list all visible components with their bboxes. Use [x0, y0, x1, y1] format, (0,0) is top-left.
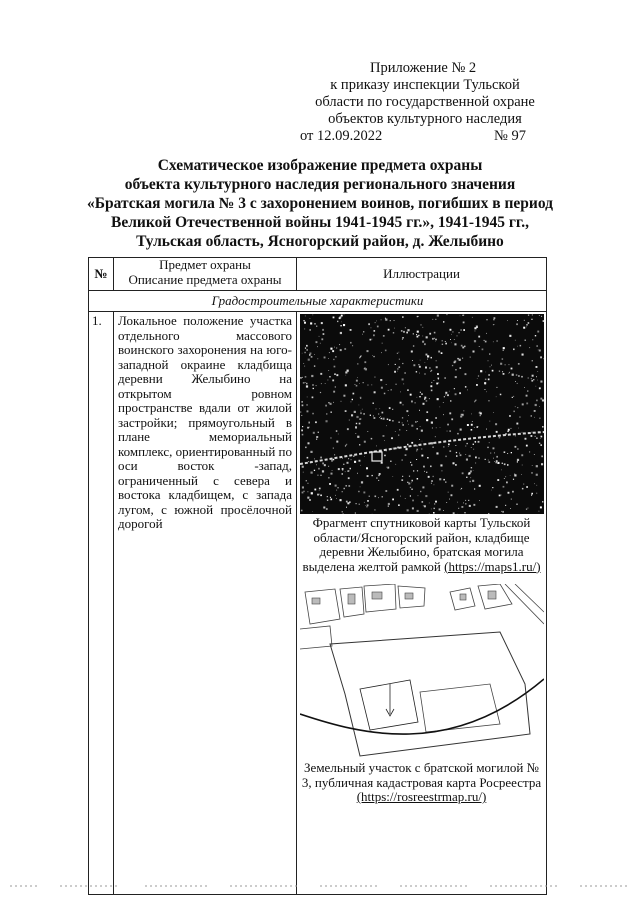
title-line-1: Схематическое изображение предмета охраны: [157, 157, 483, 174]
order-date: от 12.09.2022: [300, 128, 383, 144]
header-desc-line-2: Описание предмета охраны: [128, 271, 282, 287]
table-row: [89, 312, 547, 895]
title-line-2: объекта культурного наследия регионального значения: [124, 176, 516, 193]
title-line-4: Великой Отечественной войны 1941-1945 гг.», 1941-1945 гг.,: [111, 214, 529, 231]
appendix-line-1: Приложение № 2: [370, 60, 477, 76]
row-illustrations: [297, 312, 547, 895]
header-desc-line-1: Предмет охраны: [159, 257, 251, 272]
appendix-line-4: объектов культурного наследия: [328, 111, 522, 127]
header-illustrations: Иллюстрации: [297, 258, 547, 291]
cadastral-source-link[interactable]: (https://rosreestrmap.ru/): [356, 789, 487, 804]
satellite-source-link[interactable]: (https://maps1.ru/): [444, 558, 541, 574]
document-title: [60, 156, 580, 251]
satellite-caption-text: Фрагмент спутниковой карты Тульской области/Ясногорский район, кладбище деревни Желыбино, братская могила выделена желтой рамкой: [302, 515, 531, 574]
appendix-line-3: области по государственной охране: [315, 94, 535, 110]
appendix-line-2: к приказу инспекции Тульской: [330, 77, 520, 93]
section-row: [89, 291, 547, 312]
footer-scan-artifacts: [0, 884, 640, 888]
title-line-3: «Братская могила № 3 с захоронением воинов, погибших в период: [87, 195, 553, 212]
row-description: Локальное положение участка отдельного массового воинского захоронения на юго-западной окраине кладбища деревни Желыбино на открытом ровном пространстве вдали от жилой застройки; прямоугольный в плане мемориальный комплекс, ориентированный по оси восток -запад, ограниченный с севера и востока кладбищем, с запада лугом, с южной просёлочной дорогой: [114, 312, 297, 895]
satellite-caption: [297, 514, 546, 580]
cadastral-caption-text: Земельный участок с братской могилой № 3, публичная кадастровая карта Росреестра: [301, 760, 542, 790]
satellite-map-image: [300, 314, 544, 514]
table-header-row: [89, 258, 547, 291]
appendix-date-line: [300, 128, 550, 145]
satellite-map-graphic: [300, 314, 544, 514]
protection-table: [88, 257, 547, 895]
appendix-header: [300, 60, 550, 145]
order-number: № 97: [494, 128, 526, 144]
header-description: [114, 258, 297, 291]
grave-marker-frame: [372, 452, 382, 461]
cadastral-map-image: [300, 584, 544, 759]
header-number: №: [89, 258, 114, 291]
row-number: 1.: [89, 312, 114, 895]
cadastral-caption: [297, 759, 546, 811]
title-line-5: Тульская область, Ясногорский район, д. Желыбино: [136, 233, 504, 250]
section-title: Градостроительные характеристики: [89, 291, 547, 312]
cadastral-map-graphic: [300, 584, 544, 759]
